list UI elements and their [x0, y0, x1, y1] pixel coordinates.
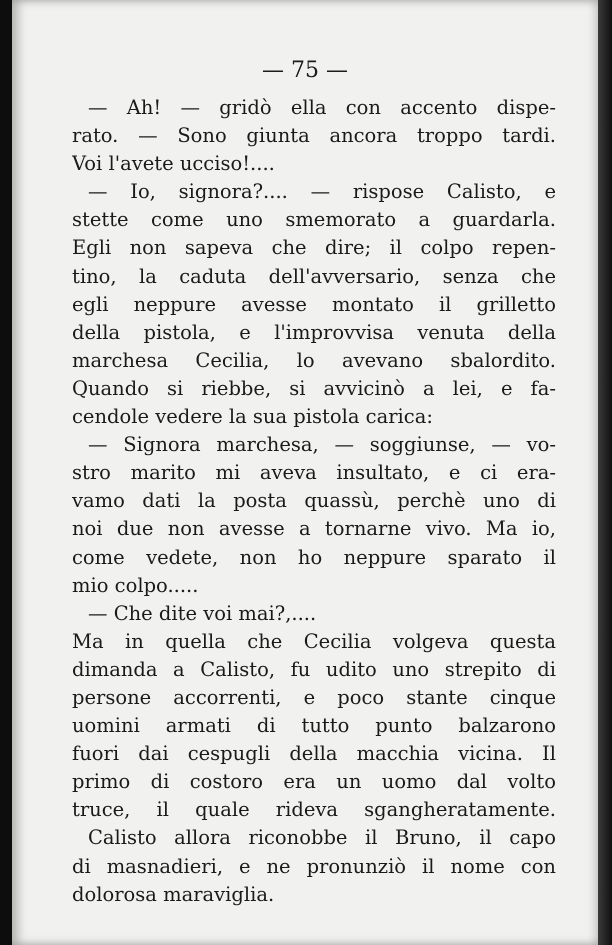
text-line: stette come uno smemorato a guardarla. [72, 208, 556, 232]
text-line: Voi l'avete ucciso!.... [72, 152, 275, 176]
text-line: stro marito mi aveva insultato, e ci era- [72, 461, 556, 485]
text-line: della pistola, e l'improvvisa venuta della [72, 320, 556, 344]
text-line: tino, la caduta dell'avversario, senza che [72, 264, 556, 288]
text-line: truce, il quale rideva sgangheratamente. [72, 798, 556, 822]
text-line: cendole vedere la sua pistola carica: [72, 405, 433, 429]
text-line: egli neppure avesse montato il grilletto [72, 292, 556, 316]
text-line: mio colpo..... [72, 573, 199, 597]
text-line: — Che dite voi mai?,.... [88, 601, 317, 625]
text-line: vamo dati la posta quassù, perchè uno di [72, 489, 556, 513]
book-page [12, 0, 598, 945]
text-line: rato. — Sono giunta ancora troppo tardi. [72, 124, 556, 148]
book-spine-shadow [0, 0, 12, 945]
page-number: — 75 — [262, 58, 348, 83]
text-line: Ma in quella che Cecilia volgeva questa [72, 629, 556, 653]
text-line: uomini armati di tutto punto balzarono [72, 714, 556, 738]
text-line: primo di costoro era un uomo dal volto [72, 770, 556, 794]
text-line: Quando si riebbe, si avvicinò a lei, e fa- [72, 376, 556, 400]
text-line: Egli non sapeva che dire; il colpo repen- [72, 236, 556, 260]
page-edge-shadow [598, 0, 612, 945]
text-line: fuori dai cespugli della macchia vicina. Il [72, 742, 556, 766]
text-line: noi due non avesse a tornarne vivo. Ma io, [72, 517, 556, 541]
text-line: — Ah! — gridò ella con accento dispe- [88, 96, 556, 119]
text-line: dimanda a Calisto, fu udito uno strepito di [72, 657, 556, 681]
text-line: Calisto allora riconobbe il Bruno, il capo [88, 826, 556, 850]
text-line: marchesa Cecilia, lo avevano sbalordito. [72, 348, 556, 372]
text-line: — Signora marchesa, — soggiunse, — vo- [88, 433, 556, 457]
text-line: — Io, signora?.... — rispose Calisto, e [88, 180, 556, 204]
text-line: come vedete, non ho neppure sparato il [72, 545, 556, 569]
text-line: dolorosa maraviglia. [72, 882, 275, 906]
text-line: persone accorrenti, e poco stante cinque [72, 685, 556, 709]
body-text [72, 94, 556, 909]
text-line: di masnadieri, e ne pronunziò il nome con [72, 854, 556, 878]
